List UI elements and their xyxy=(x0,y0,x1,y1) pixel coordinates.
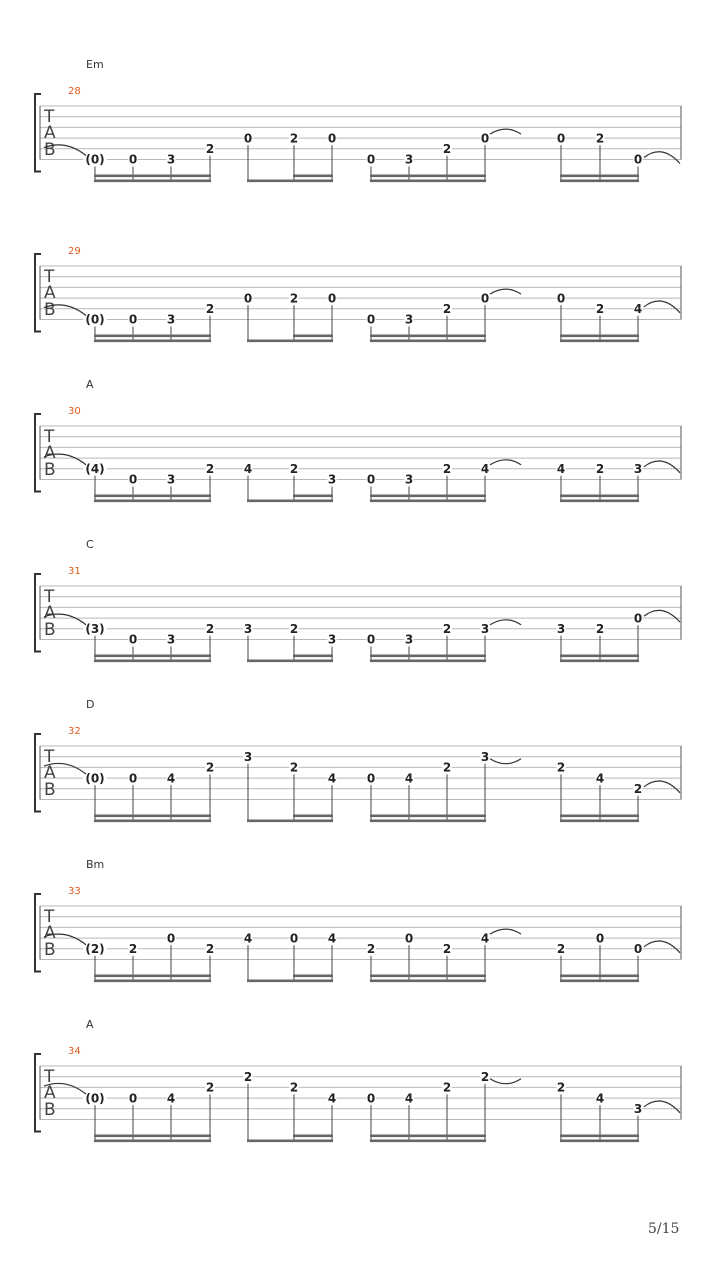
fret-number: 3 xyxy=(633,462,643,476)
fret-number: 0 xyxy=(633,152,643,167)
beam-secondary xyxy=(370,175,486,178)
fret-number: 4 xyxy=(404,1091,414,1106)
fret-number: 3 xyxy=(404,312,414,327)
tab-clef-t: T xyxy=(44,1067,55,1087)
fret-number: 2 xyxy=(595,302,605,316)
fret-number: 3 xyxy=(480,749,490,764)
fret-number: 2 xyxy=(205,942,215,956)
beam-primary xyxy=(94,340,211,343)
beam-primary xyxy=(94,660,211,663)
fret-number: 0 xyxy=(243,131,253,146)
measure-number: 34 xyxy=(68,1046,81,1057)
beam-secondary xyxy=(370,815,486,818)
fret-number: 2 xyxy=(205,760,215,775)
tab-clef-t: T xyxy=(44,427,55,447)
beam-secondary xyxy=(370,1135,486,1138)
fret-number: 2 xyxy=(556,1080,566,1095)
measure-number: 29 xyxy=(68,246,81,257)
tie-middle xyxy=(490,1079,521,1084)
fret-number: 0 xyxy=(128,152,138,167)
fret-number: 0 xyxy=(128,632,138,647)
fret-number: 3 xyxy=(243,622,253,636)
beam-primary xyxy=(247,180,333,183)
fret-number: (0) xyxy=(85,152,105,167)
fret-number: 0 xyxy=(366,632,376,647)
tie-outgoing xyxy=(644,1101,680,1113)
tie-outgoing xyxy=(644,610,680,622)
beam-secondary xyxy=(293,1135,333,1138)
fret-number: 3 xyxy=(480,622,490,636)
measure-number: 28 xyxy=(68,86,81,97)
fret-number: 0 xyxy=(480,131,490,146)
fret-number: 2 xyxy=(205,462,215,476)
tab-clef-b: B xyxy=(44,620,56,640)
beam-secondary xyxy=(94,175,211,178)
tie-middle xyxy=(490,129,521,134)
tie-middle xyxy=(490,620,521,625)
fret-number: 0 xyxy=(327,131,337,146)
fret-number: 0 xyxy=(480,291,490,306)
beam-primary xyxy=(247,820,333,823)
beam-primary xyxy=(560,980,639,983)
chord-name: C xyxy=(86,538,94,551)
fret-number: 2 xyxy=(289,462,299,476)
tab-clef-t: T xyxy=(44,267,55,287)
fret-number: 2 xyxy=(595,131,605,146)
chord-name: D xyxy=(86,698,95,711)
beam-primary xyxy=(560,660,639,663)
beam-primary xyxy=(560,1140,639,1143)
beam-primary xyxy=(370,980,486,983)
beam-primary xyxy=(94,820,211,823)
beam-secondary xyxy=(94,495,211,498)
chord-name: Em xyxy=(86,58,104,71)
tie-outgoing xyxy=(644,301,680,313)
beam-primary xyxy=(560,820,639,823)
fret-number: 3 xyxy=(166,312,176,327)
fret-number: 0 xyxy=(243,291,253,306)
fret-number: 0 xyxy=(633,611,643,626)
fret-number: 0 xyxy=(366,472,376,487)
beam-secondary xyxy=(94,655,211,658)
beam-primary xyxy=(94,180,211,183)
fret-number: 2 xyxy=(595,622,605,636)
fret-number: 2 xyxy=(442,760,452,775)
page-number: 5/15 xyxy=(648,1221,680,1237)
beam-primary xyxy=(370,660,486,663)
fret-number: 3 xyxy=(166,152,176,167)
fret-number: 0 xyxy=(128,312,138,327)
beam-primary xyxy=(247,1140,333,1143)
fret-number: 3 xyxy=(327,632,337,647)
fret-number: 3 xyxy=(404,152,414,167)
fret-number: 0 xyxy=(128,771,138,786)
beam-secondary xyxy=(560,975,639,978)
beam-primary xyxy=(370,500,486,503)
fret-number: 4 xyxy=(327,771,337,786)
fret-number: 4 xyxy=(595,771,605,786)
tie-middle xyxy=(490,460,521,465)
measure-number: 30 xyxy=(68,406,81,417)
beam-primary xyxy=(560,500,639,503)
fret-number: 4 xyxy=(243,931,253,946)
fret-number: 4 xyxy=(243,462,253,476)
tab-clef-a: A xyxy=(44,923,56,943)
measure-number: 31 xyxy=(68,566,81,577)
fret-number: (0) xyxy=(85,1091,105,1106)
beam-primary xyxy=(370,180,486,183)
beam-primary xyxy=(94,500,211,503)
beam-secondary xyxy=(370,975,486,978)
fret-number: 4 xyxy=(327,931,337,946)
tie-middle xyxy=(490,929,521,934)
fret-number: (3) xyxy=(85,622,105,636)
tab-clef-b: B xyxy=(44,460,56,480)
fret-number: 2 xyxy=(205,1080,215,1095)
fret-number: 2 xyxy=(289,622,299,636)
tab-clef-a: A xyxy=(44,283,56,303)
fret-number: 2 xyxy=(556,760,566,775)
fret-number: 4 xyxy=(595,1091,605,1106)
fret-number: 2 xyxy=(243,1069,253,1084)
fret-number: (4) xyxy=(85,462,105,476)
chord-name: A xyxy=(86,378,94,391)
beam-secondary xyxy=(293,975,333,978)
tab-clef-b: B xyxy=(44,780,56,800)
fret-number: 2 xyxy=(366,942,376,956)
beam-secondary xyxy=(560,175,639,178)
fret-number: 0 xyxy=(289,931,299,946)
beam-primary xyxy=(560,180,639,183)
fret-number: 0 xyxy=(128,1091,138,1106)
fret-number: 2 xyxy=(633,782,643,796)
fret-number: 3 xyxy=(327,472,337,487)
fret-number: 2 xyxy=(289,291,299,306)
beam-secondary xyxy=(293,655,333,658)
fret-number: 0 xyxy=(366,312,376,327)
fret-number: 0 xyxy=(556,131,566,146)
fret-number: 2 xyxy=(205,302,215,316)
beam-secondary xyxy=(560,335,639,338)
fret-number: 2 xyxy=(480,1069,490,1084)
fret-number: 3 xyxy=(404,632,414,647)
fret-number: 2 xyxy=(128,942,138,956)
tie-middle xyxy=(490,759,521,764)
fret-number: 4 xyxy=(166,771,176,786)
fret-number: 4 xyxy=(633,302,643,316)
fret-number: 2 xyxy=(205,622,215,636)
fret-number: 2 xyxy=(442,942,452,956)
beam-primary xyxy=(247,340,333,343)
fret-number: 3 xyxy=(166,632,176,647)
beam-secondary xyxy=(94,1135,211,1138)
fret-number: 4 xyxy=(480,462,490,476)
tab-clef-b: B xyxy=(44,1100,56,1120)
fret-number: 3 xyxy=(404,472,414,487)
tab-clef-a: A xyxy=(44,123,56,143)
tab-clef-a: A xyxy=(44,763,56,783)
fret-number: (2) xyxy=(85,942,105,956)
fret-number: 0 xyxy=(128,472,138,487)
fret-number: (0) xyxy=(85,312,105,327)
fret-number: 2 xyxy=(595,462,605,476)
tab-clef-t: T xyxy=(44,907,55,927)
beam-primary xyxy=(94,1140,211,1143)
beam-secondary xyxy=(293,175,333,178)
fret-number: 0 xyxy=(366,771,376,786)
fret-number: 4 xyxy=(480,931,490,946)
fret-number: 4 xyxy=(166,1091,176,1106)
tab-clef-t: T xyxy=(44,107,55,127)
beam-secondary xyxy=(293,495,333,498)
fret-number: 0 xyxy=(404,931,414,946)
fret-number: 0 xyxy=(327,291,337,306)
fret-number: 2 xyxy=(556,942,566,956)
beam-secondary xyxy=(370,655,486,658)
beam-primary xyxy=(370,1140,486,1143)
fret-number: 3 xyxy=(556,622,566,636)
beam-secondary xyxy=(293,815,333,818)
tie-outgoing xyxy=(644,781,680,793)
measure-number: 32 xyxy=(68,726,81,737)
fret-number: 0 xyxy=(633,942,643,956)
fret-number: 0 xyxy=(366,152,376,167)
fret-number: 3 xyxy=(166,472,176,487)
tie-outgoing xyxy=(644,941,680,953)
beam-primary xyxy=(94,980,211,983)
chord-name: Bm xyxy=(86,858,105,871)
fret-number: 2 xyxy=(442,302,452,316)
tab-clef-b: B xyxy=(44,300,56,320)
beam-secondary xyxy=(560,495,639,498)
fret-number: 0 xyxy=(595,931,605,946)
beam-secondary xyxy=(370,495,486,498)
beam-primary xyxy=(247,980,333,983)
fret-number: 2 xyxy=(442,142,452,156)
fret-number: 0 xyxy=(166,931,176,946)
fret-number: 3 xyxy=(243,749,253,764)
beam-primary xyxy=(370,820,486,823)
tab-clef-b: B xyxy=(44,940,56,960)
fret-number: 2 xyxy=(289,1080,299,1095)
beam-secondary xyxy=(560,815,639,818)
fret-number: (0) xyxy=(85,771,105,786)
beam-secondary xyxy=(293,335,333,338)
beam-secondary xyxy=(94,975,211,978)
beam-primary xyxy=(560,340,639,343)
beam-primary xyxy=(247,500,333,503)
fret-number: 2 xyxy=(289,760,299,775)
beam-secondary xyxy=(560,1135,639,1138)
tab-clef-t: T xyxy=(44,747,55,767)
tab-clef-a: A xyxy=(44,603,56,623)
tie-middle xyxy=(490,289,521,294)
chord-name: A xyxy=(86,1018,94,1031)
fret-number: 2 xyxy=(289,131,299,146)
tab-clef-t: T xyxy=(44,587,55,607)
fret-number: 4 xyxy=(556,462,566,476)
tie-outgoing xyxy=(644,461,680,473)
beam-secondary xyxy=(370,335,486,338)
tab-clef-b: B xyxy=(44,140,56,160)
beam-secondary xyxy=(94,815,211,818)
fret-number: 4 xyxy=(327,1091,337,1106)
tab-clef-a: A xyxy=(44,443,56,463)
beam-primary xyxy=(247,660,333,663)
beam-secondary xyxy=(560,655,639,658)
fret-number: 4 xyxy=(404,771,414,786)
fret-number: 2 xyxy=(205,142,215,156)
fret-number: 0 xyxy=(366,1091,376,1106)
tie-outgoing xyxy=(644,152,680,164)
beam-secondary xyxy=(94,335,211,338)
fret-number: 2 xyxy=(442,1080,452,1095)
fret-number: 2 xyxy=(442,622,452,636)
fret-number: 3 xyxy=(633,1102,643,1116)
tab-clef-a: A xyxy=(44,1083,56,1103)
beam-primary xyxy=(370,340,486,343)
fret-number: 0 xyxy=(556,291,566,306)
fret-number: 2 xyxy=(442,462,452,476)
measure-number: 33 xyxy=(68,886,81,897)
